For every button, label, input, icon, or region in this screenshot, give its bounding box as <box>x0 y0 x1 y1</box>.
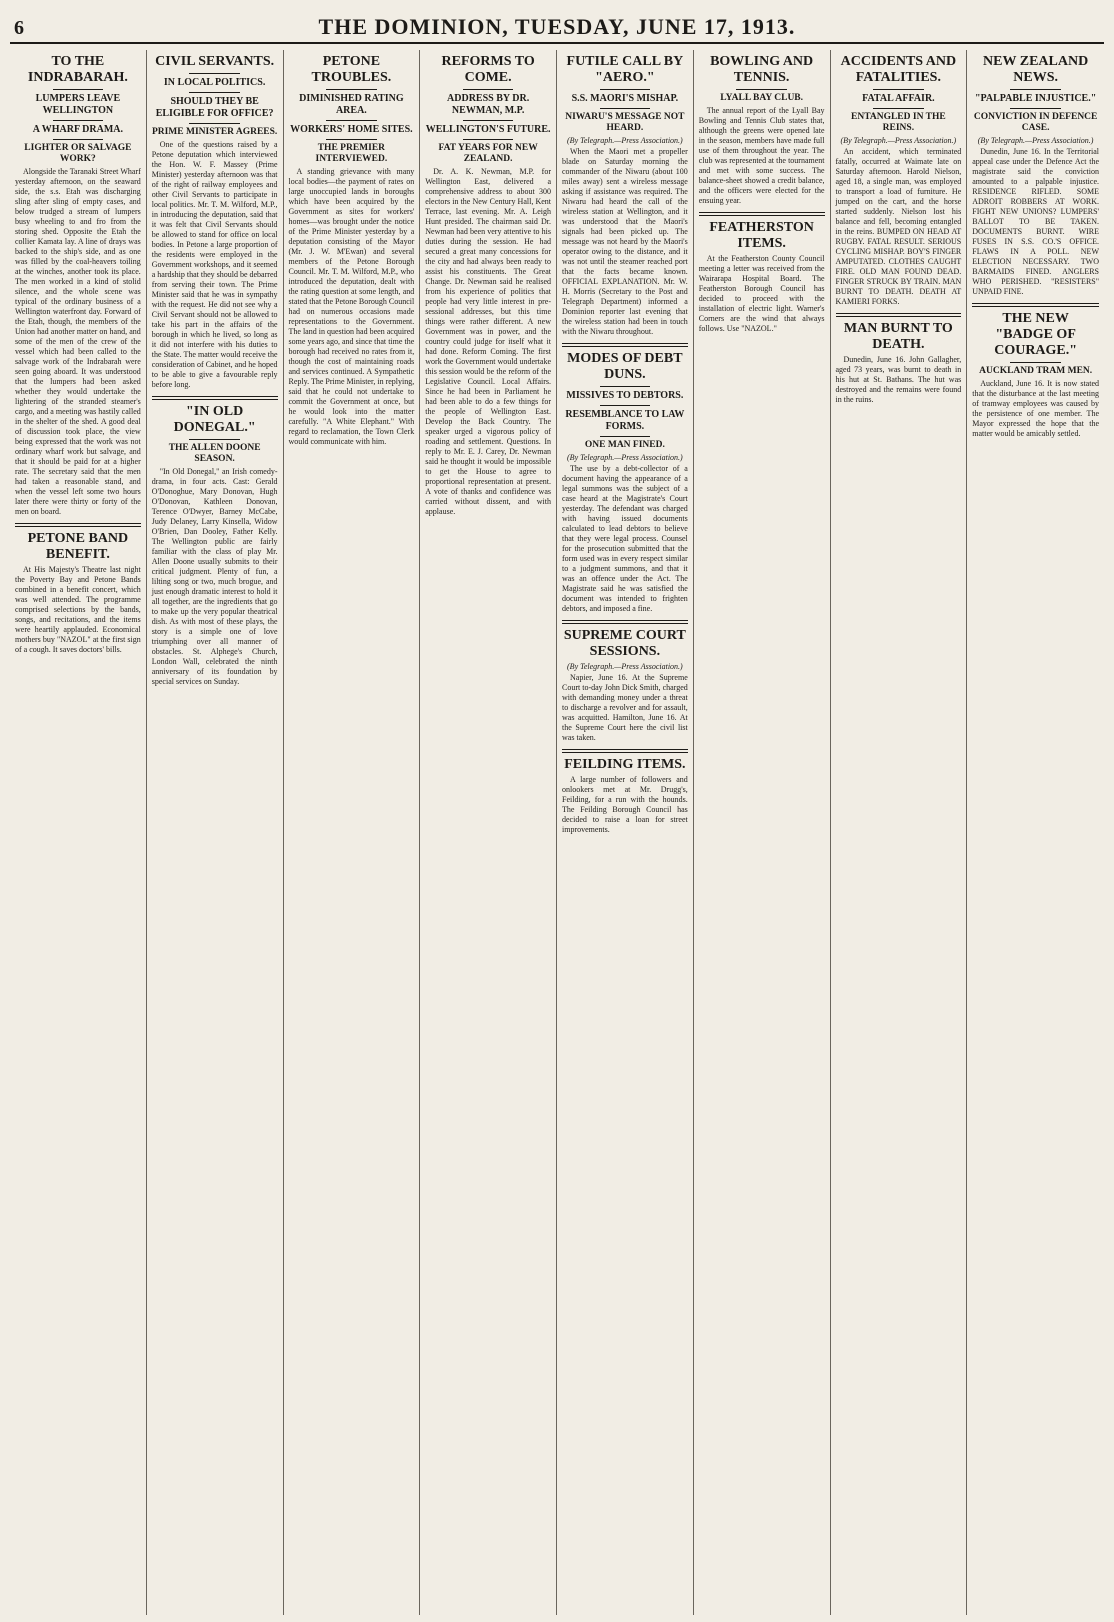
article <box>699 220 825 334</box>
article <box>15 54 141 517</box>
headline-rule <box>326 120 376 121</box>
article-subheadline: FAT YEARS FOR NEW ZEALAND. <box>438 143 538 164</box>
headline-rule <box>1010 362 1061 363</box>
article-headline: NEW ZEALAND NEWS. <box>983 54 1089 85</box>
article-subheadline: DIMINISHED RATING AREA. <box>299 93 404 116</box>
article-subheadline: "PALPABLE INJUSTICE." <box>974 93 1097 104</box>
article-subheadline: PRIME MINISTER AGREES. <box>151 127 278 137</box>
article-body: One of the questions raised by a Petone deputation which interviewed the Hon. W. F. Massey (Prime Minister) yesterday afternoon was that of the right of railway employees and other Civil Servants to participate in local politics. Mr. T. M. Wilford, M.P., in introducing the deputation, said that it was felt that Civil Servants should be allowed to stand for office on local bodies. In Petone a large proportion of the residents were employed in the Government workshops, and it seemed a hardship that they should be debarred from serving their town. The Prime Minister said that he was in sympathy with the request. He did not see why a Civil Servant should not be allowed to take his part in the affairs of the borough in which he lived, so long as it did not interfere with his duties to the State. The matter would receive the consideration of Cabinet, and he hoped to be able to give a favourable reply before long. <box>151 140 278 389</box>
article-headline: FEILDING ITEMS. <box>564 757 686 772</box>
article-body: At His Majesty's Theatre last night the Poverty Bay and Petone Bands combined in a benefit concert, which was well attended. The programme comprised selections by the bands, songs, and recitations, and the items were heartily applauded. Economical mothers buy "NAZOL" at the first sign of a cough. It saves doctors' bills. <box>15 565 141 654</box>
headline-rule <box>463 139 513 140</box>
article-body: Auckland, June 16. It is now stated that the disturbance at the last meeting of tramway employees was caused by the persistence of one member. The Mayor expressed the hope that the matter would be amicably settled. <box>972 379 1099 438</box>
dateline: (By Telegraph.—Press Association.) <box>567 662 683 671</box>
article-divider <box>562 343 688 347</box>
newspaper-title: THE DOMINION, TUESDAY, JUNE 17, 1913. <box>318 14 796 39</box>
article-subheadline: LIGHTER OR SALVAGE WORK? <box>24 143 132 164</box>
article-subheadline: RESEMBLANCE TO LAW FORMS. <box>565 409 685 432</box>
article-body: The use by a debt-collector of a document having the appearance of a legal summons was the subject of a case heard at the Magistrate's Court yesterday. The defendant was charged with having issued documents calculated to lead debtors to believe that they were legal process. Counsel for the prosecution submitted that the form used was in every respect similar to a judgment summons, and that it was an offence under the Act. The Magistrate said he was satisfied the document was intended to frighten debtors, and imposed a fine. <box>562 464 688 613</box>
article-body: A large number of followers and onlookers met at Mr. Drugg's, Feilding, for a run with the hounds. The Feilding Borough Council has decided to raise a loan for street improvements. <box>562 775 688 834</box>
article-subheadline: ONE MAN FINED. <box>584 440 665 450</box>
article <box>289 54 415 447</box>
masthead <box>10 10 1104 44</box>
article-subheadline: A WHARF DRAMA. <box>32 124 124 135</box>
column-1 <box>10 50 147 1615</box>
column-3 <box>284 50 421 1615</box>
article-subheadline: LYALL BAY CLUB. <box>720 93 804 103</box>
column-4 <box>420 50 557 1615</box>
article-divider <box>15 523 141 527</box>
column-8 <box>967 50 1104 1615</box>
headline-rule <box>600 108 650 109</box>
headline-rule <box>53 139 103 140</box>
headline-rule <box>600 386 650 387</box>
column-7 <box>831 50 968 1615</box>
headline-rule <box>600 436 650 437</box>
column-5 <box>557 50 694 1615</box>
article-divider <box>152 396 278 400</box>
article <box>562 757 688 835</box>
headline-rule <box>1010 89 1061 90</box>
headline-rule <box>189 92 239 93</box>
article-divider <box>699 212 825 216</box>
article-subheadline: MISSIVES TO DEBTORS. <box>566 390 684 401</box>
article <box>836 54 962 307</box>
headline-rule <box>736 89 786 90</box>
headline-rule <box>1010 108 1061 109</box>
article <box>972 54 1099 297</box>
article-body: Dunedin, June 16. John Gallagher, aged 73 years, was burnt to death in his hut at St. Bathans. The hut was destroyed and the remains were found in the ruins. <box>835 355 962 404</box>
article-subheadline: THE PREMIER INTERVIEWED. <box>315 143 388 164</box>
article-headline: FEATHERSTON ITEMS. <box>709 220 814 251</box>
article <box>152 404 278 687</box>
headline-rule <box>600 405 650 406</box>
article <box>699 54 825 206</box>
article-subheadline: FATAL AFFAIR. <box>862 93 935 104</box>
article <box>562 54 688 337</box>
article <box>562 628 688 743</box>
headline-rule <box>53 120 103 121</box>
article-headline: PETONE BAND BENEFIT. <box>27 531 129 562</box>
article <box>836 321 962 405</box>
article-body: A standing grievance with many local bodies—the payment of rates on large unoccupied lands in boroughs which have been acquired by the Government as sites for workers' homes—was brought under the notice of the Prime Minister yesterday by a deputation consisting of the Mayor (Mr. J. W. M'Ewan) and several members of the Petone Borough Council. Mr. T. M. Wilford, M.P., who introduced the deputation, dealt with the rating question at some length, and stated that the Petone Borough Council had on numerous occasions made representations to the Government. The land in question had been acquired some years ago, and since that time the borough had received no rates from it, though the cost of maintaining roads and services continued. A Sympathetic Reply. The Prime Minister, in replying, said that he could not undertake to commit the Government at once, but he would look into the matter carefully. "A White Elephant." With regard to reclamation, the Town Clerk would communicate with him. <box>288 167 415 446</box>
article-divider <box>562 749 688 753</box>
article-body: "In Old Donegal," an Irish comedy-drama, in four acts. Cast: Gerald O'Donoghue, Mary Donovan, Hugh O'Donovan, Kathleen Donovan, Terence O'Dwyer, Barney McCabe, Judy Delaney, Larry Kinsella, Widow O'Brien, Dan Dooley, Father Kelly. The Wellington public are fairly familiar with the class of play Mr. Allen Doone usually submits to their critical judgment. Plenty of fun, a lilting song or two, much brogue, and just enough dramatic interest to hold it all together, are the ingredients that go to make up the very popular theatrical dish. As with most of these plays, the story is a simple one of love triumphing over all manner of obstacles. St. Alphege's Church, London Wall, celebrated the ninth anniversary of its foundation by special services on Sunday. <box>151 467 278 686</box>
headline-rule <box>873 108 923 109</box>
dateline: (By Telegraph.—Press Association.) <box>977 136 1094 145</box>
article <box>562 351 688 614</box>
article-subheadline: WORKERS' HOME SITES. <box>290 124 413 135</box>
article-body: At the Featherston County Council meeting a letter was received from the Wairarapa Hospital Board. The Featherston Borough Council has decided to proceed with the installation of electric light. Warner's Corners are the wind that always follows. Use "NAZOL." <box>698 254 825 333</box>
article-headline: MODES OF DEBT DUNS. <box>567 351 683 382</box>
column-6 <box>694 50 831 1615</box>
article <box>425 54 551 517</box>
article-subheadline: SHOULD THEY BE ELIGIBLE FOR OFFICE? <box>155 96 274 119</box>
article-divider <box>836 313 962 317</box>
article-headline: SUPREME COURT SESSIONS. <box>563 628 686 659</box>
headline-rule <box>189 439 239 440</box>
headline-rule <box>189 123 239 124</box>
article-headline: REFORMS TO COME. <box>441 54 535 85</box>
headline-rule <box>463 120 513 121</box>
article <box>152 54 278 390</box>
dateline: (By Telegraph.—Press Association.) <box>840 136 957 145</box>
headline-rule <box>326 89 376 90</box>
article <box>972 311 1099 439</box>
article-subheadline: ENTANGLED IN THE REINS. <box>851 112 946 133</box>
headline-rule <box>600 89 650 90</box>
headline-rule <box>189 73 239 74</box>
article-subheadline: AUCKLAND TRAM MEN. <box>979 366 1093 376</box>
article-headline: BOWLING AND TENNIS. <box>710 54 814 85</box>
headline-rule <box>873 89 923 90</box>
article-headline: TO THE INDRABARAH. <box>27 54 128 85</box>
article-body: An accident, which terminated fatally, occurred at Waimate late on Saturday afternoon. Harold Nielson, aged 18, a single man, was employed to transport a load of furniture. He jumped on the cart, and the horse started suddenly. Nielson lost his balance and fell, becoming entangled in the reins. BUMPED ON HEAD AT RUGBY. FATAL RESULT. SERIOUS CYCLING MISHAP. BOY'S FINGER AMPUTATED. CLOTHES CAUGHT FIRE. OLD MAN FOUND DEAD. FINGER STRUCK BY TRAIN. MAN BURNT TO DEATH. DEATH AT KAMIERI FORKS. <box>835 147 962 306</box>
article-subheadline: LUMPERS LEAVE WELLINGTON <box>35 93 121 116</box>
article-subheadline: IN LOCAL POLITICS. <box>163 77 266 88</box>
article-subheadline: S.S. MAORI'S MISHAP. <box>571 93 679 104</box>
article-body: Napier, June 16. At the Supreme Court to-day John Dick Smith, charged with demanding money under a threat to discharge a revolver and for assault, was acquitted. Hamilton, June 16. At the Supreme Court here the civil list was taken. <box>562 673 688 742</box>
article-headline: ACCIDENTS AND FATALITIES. <box>840 54 957 85</box>
article-headline: THE NEW "BADGE OF COURAGE." <box>994 311 1078 358</box>
article-subheadline: WELLINGTON'S FUTURE. <box>425 124 551 135</box>
headline-rule <box>463 89 513 90</box>
article-divider <box>972 303 1099 307</box>
article-headline: PETONE TROUBLES. <box>311 54 392 85</box>
dateline: (By Telegraph.—Press Association.) <box>567 453 683 462</box>
headline-rule <box>53 89 103 90</box>
article-body: Dr. A. K. Newman, M.P. for Wellington East, delivered a comprehensive address to about 300 electors in the New Century Hall, Kent Terrace, last evening. Mr. A. Leigh Hunt presided. The chairman said Dr. Newman had been very attentive to his duties during the session. He had secured a great many concessions for the city and had always been ready to assist his constituents. The Great Change. Dr. Newman said he realised from his experience of politics that people had very little interest in pre-sessional addresses, but this time things were rather different. A new Government was in power, and the country could judge for itself what it had done. Reform Coming. The first work the Government would undertake this session would be the reform of the Legislative Council. Local Affairs. Since he had been in Parliament he had been able to do a few things for the people of Wellington East. Develop the Back Country. The speaker urged a vigorous policy of roading and settlement. Questions. In reply to Mr. E. J. Carey, Dr. Newman said he thought it would be impossible to get the House to agree to proportional representation at present. A vote of thanks and confidence was carried without dissent, and with applause. <box>425 167 551 516</box>
article-columns <box>10 50 1104 1615</box>
article-body: When the Maori met a propeller blade on Saturday morning the commander of the Niwaru (about 100 miles away) sent a wireless message asking if assistance was required. The Niwaru had heard the call of the wireless station at Wellington, and it was understood that the Maori's signals had been picked up. The message was not heard by the Maori's operator owing to the distance, and it was not until the steamer reached port that the facts became known. OFFICIAL EXPLANATION. Mr. W. H. Morris (Secretary to the Post and Telegraph Department) informed a Dominion reporter last evening that the wireless station had been in touch with the Niwaru throughout. <box>562 147 688 336</box>
article-subheadline: THE ALLEN DOONE SEASON. <box>168 443 261 464</box>
headline-rule <box>326 139 376 140</box>
article-headline: "IN OLD DONEGAL." <box>173 404 256 435</box>
article-subheadline: ADDRESS BY DR. NEWMAN, M.P. <box>447 93 530 116</box>
dateline: (By Telegraph.—Press Association.) <box>567 136 683 145</box>
page-number: 6 <box>14 17 24 39</box>
article-headline: MAN BURNT TO DEATH. <box>843 321 953 352</box>
article-subheadline: NIWARU'S MESSAGE NOT HEARD. <box>565 112 685 133</box>
article-headline: CIVIL SERVANTS. <box>155 54 275 69</box>
article-divider <box>562 620 688 624</box>
article-headline: FUTILE CALL BY "AERO." <box>566 54 684 85</box>
article-subheadline: CONVICTION IN DEFENCE CASE. <box>973 112 1098 133</box>
article-body: Dunedin, June 16. In the Territorial appeal case under the Defence Act the magistrate said the conviction amounted to a palpable injustice. RESIDENCE RIFLED. SOME ADROIT ROBBERS AT WORK. FIGHT NEW UNIONS? LUMPERS' BALLOT TO BE TAKEN. DOCUMENTS BURNT. WIRE FUSES IN S.S. CO.'S OFFICE. FLAWS IN A POLL. NEW ELECTION NECESSARY. TWO BARMAIDS FINED. ANGLERS WHO PERISHED. "RESISTERS" UNPAID FINE. <box>972 147 1099 296</box>
article <box>15 531 141 655</box>
article-body: Alongside the Taranaki Street Wharf yesterday afternoon, on the seaward side, the s.s. Etah was discharging sling after sling of empty cases, and below trudged a stream of lumpers busy wheeling to and fro from the storing shed. Opposite the Etah the collier Kamata lay. A line of drays was backed to the ship's side, and as one was filled by the coal-heavers toiling at the winches, another took its place. The men worked in a kind of stolid silence, and the whole scene was typical of the ordinary business of a Wellington waterfront day. Forward of the Etah, though, the members of the Union had another matter on hand, and some of the men of the crew of the vessel which had been called to the salvage work of the Indrabarah were seen going aboard. It was understood that the lumpers had been asked whether they would undertake the lightering of the stranded steamer's cargo, and a meeting was hastily called in the shelter of the shed. A good deal of discussion took place, the view being expressed that the work was not ordinary wharf work but salvage, and that it should be paid for at a higher rate. The secretary said that the men had taken a reasonable stand, and when the vessel left some two hours later there were thirty or forty of the men on board. <box>15 167 141 516</box>
article-body: The annual report of the Lyall Bay Bowling and Tennis Club states that, although the greens were opened late in the season, members have made full use of them throughout the year. The club was represented at the tournament and met with some success. The balance-sheet showed a credit balance, and the officers were elected for the ensuing year. <box>698 106 825 205</box>
column-2 <box>147 50 284 1615</box>
